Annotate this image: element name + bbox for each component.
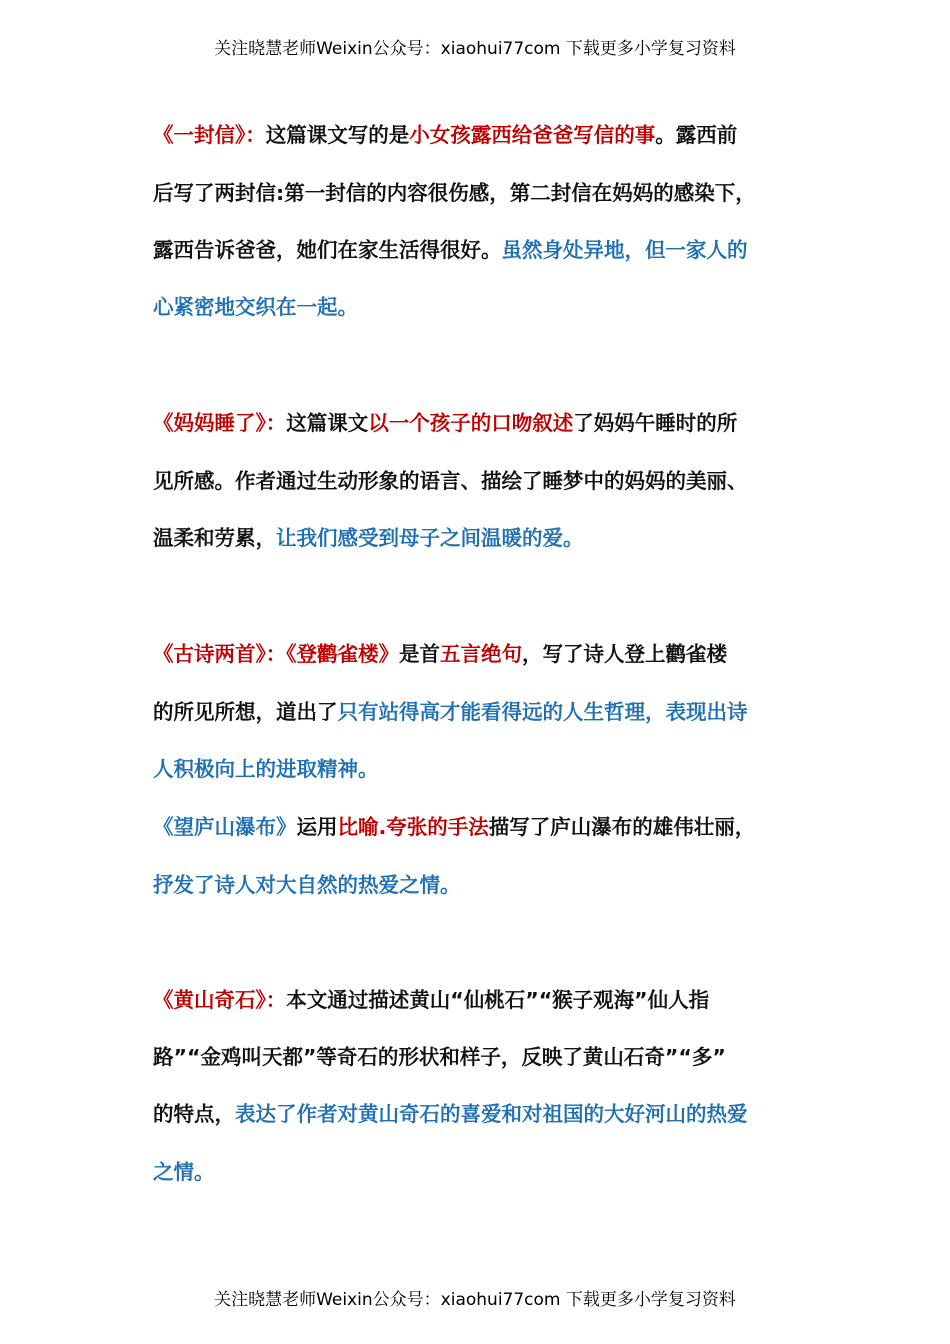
poems-text-1b: ，写了诗人登上鹳雀楼	[522, 642, 727, 666]
poem1-theme: 只有站得高才能看得远的人生哲理，表现出诗	[337, 700, 748, 724]
poems-text-2a: 的所见所想，道出了	[153, 700, 338, 724]
letter-line-2: 后写了两封信:第一封信的内容很伤感，第二封信在妈妈的感染下，	[153, 181, 756, 205]
letter-line-4: 心紧密地交织在一起。	[153, 295, 358, 319]
rocks-text-1a: 本文通过描述黄山“仙桃石”“猴子观海”仙人指	[286, 988, 710, 1012]
letter-line-3	[153, 235, 748, 265]
poems-title: 《古诗两首》：	[153, 642, 287, 666]
poems-line-3: 人积极向上的进取精神。	[153, 757, 379, 781]
poems-line-5: 抒发了诗人对大自然的热爱之情。	[153, 873, 461, 897]
poems-line-4	[153, 812, 755, 842]
poem2-title: 《望庐山瀑布》	[153, 815, 297, 839]
rocks-line-2: 路”“金鸡叫天都”等奇石的形状和样子，反映了黄山石奇”“多”	[153, 1045, 726, 1069]
rocks-title: 《黄山奇石》：	[153, 988, 287, 1012]
poems-line-2	[153, 697, 748, 727]
letter-title: 《一封信》：	[153, 123, 266, 147]
sleep-line-1	[153, 408, 737, 438]
page-footer: 关注晓慧老师Weixin公众号：xiaohui77com 下载更多小学复习资料	[214, 1290, 736, 1310]
poems-text-1a: 是首	[399, 642, 440, 666]
letter-text-1a: 这篇课文写的是	[265, 123, 410, 147]
letter-text-3a: 露西告诉爸爸，她们在家生活得很好。	[153, 238, 502, 262]
rocks-line-3	[153, 1099, 748, 1129]
sleep-highlight: 以一个孩子的口吻叙述	[368, 411, 574, 435]
sleep-theme: 让我们感受到母子之间温暖的爱。	[276, 526, 584, 550]
rocks-line-1	[153, 985, 709, 1015]
letter-text-1b: 。露西前	[655, 123, 738, 147]
poem1-title: 《登鹳雀楼》	[286, 642, 399, 666]
sleep-title: 《妈妈睡了》：	[153, 411, 287, 435]
rocks-theme: 表达了作者对黄山奇石的喜爱和对祖国的大好河山的热爱	[235, 1102, 748, 1126]
poem2-technique: 比喻.夸张的手法	[337, 815, 489, 839]
sleep-text-1b: 了妈妈午睡时的所	[573, 411, 738, 435]
sleep-text-3a: 温柔和劳累，	[153, 526, 276, 550]
poems-line-1	[153, 639, 727, 669]
rocks-line-4: 之情。	[153, 1160, 215, 1184]
letter-line-1	[153, 120, 737, 150]
sleep-line-3	[153, 523, 584, 553]
letter-theme: 虽然身处异地，但一家人的	[501, 238, 748, 262]
page-header: 关注晓慧老师Weixin公众号：xiaohui77com 下载更多小学复习资料	[214, 39, 736, 59]
poem1-form: 五言绝句	[440, 642, 522, 666]
poems-text-4b: 描写了庐山瀑布的雄伟壮丽，	[488, 815, 756, 839]
poems-text-4a: 运用	[296, 815, 338, 839]
sleep-text-1a: 这篇课文	[286, 411, 369, 435]
rocks-text-3a: 的特点，	[153, 1102, 235, 1126]
letter-highlight: 小女孩露西给爸爸写信的事	[409, 123, 656, 147]
sleep-line-2: 见所感。作者通过生动形象的语言、描绘了睡梦中的妈妈的美丽、	[153, 469, 748, 493]
